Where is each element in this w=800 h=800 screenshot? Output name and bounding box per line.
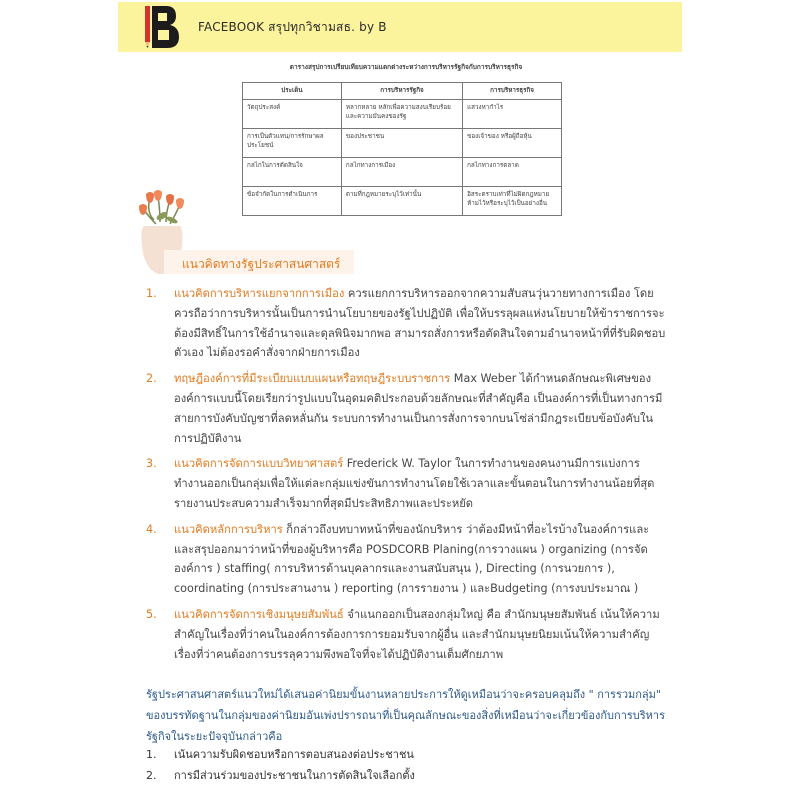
- list-item: [146, 765, 666, 786]
- table-cell: วัตถุประสงค์: [243, 100, 342, 129]
- list-item: [146, 520, 666, 599]
- table-cell: กลไกในการตัดสินใจ: [243, 158, 342, 187]
- list-item: [146, 744, 666, 765]
- table-cell: หลากหลาย หลักเพื่อความสงบเรียบร้อย และความมั่นคงของรัฐ: [341, 100, 462, 129]
- table-row: [243, 100, 562, 129]
- table-cell: แสวงหากำไร: [463, 100, 562, 129]
- item-keyword: แนวคิดการจัดการแบบวิทยาศาสตร์: [174, 457, 344, 471]
- item-text: เน้นความรับผิดชอบหรือการตอบสนองต่อประชาชน: [174, 748, 414, 761]
- item-number: 5.: [146, 607, 157, 621]
- item-number: 3.: [146, 457, 157, 471]
- table-cell: กลไกทางการตลาด: [463, 158, 562, 187]
- table-title: ตารางสรุปการเปรียบเทียบความแตกต่างระหว่างการบริหารรัฐกิจกับการบริหารธุรกิจ: [289, 63, 523, 71]
- item-text: การมีส่วนร่วมของประชาชนในการตัดสินใจเลือกตั้ง: [174, 769, 415, 782]
- item-text: Frederick W. Taylor ในการทำงานของคนงานมีการแบ่งการทำงานออกเป็นกลุ่มเพื่อให้แต่ละกลุ่มแข่งขันการทำงานโดยใช้เวลาและขั้นตอนในการทำงานน้อยที่สุดรายงานประสบความสำเร็จมากที่สุดมีประสิทธิภาพและประหยัด: [174, 457, 655, 510]
- list-item: [146, 605, 666, 664]
- table-row: [243, 129, 562, 158]
- list-item: [146, 454, 666, 513]
- item-number: 1.: [146, 287, 157, 300]
- table-cell: การเป็นตัวแทน/การรักษาผลประโยชน์: [243, 129, 342, 158]
- table-header: ประเด็น: [243, 83, 342, 100]
- table-row: [243, 158, 562, 187]
- table-header-row: [243, 83, 562, 100]
- table-cell: อิสระตราบเท่าที่ไม่ผิดกฎหมาย ห้ามไว้หรือระบุไว้เป็นอย่างอื่น: [463, 187, 562, 216]
- section-title: แนวคิดทางรัฐประศาสนศาสตร์: [182, 257, 341, 271]
- letter-b-pencil-logo-icon: [142, 4, 182, 50]
- table-header: การบริหารธุรกิจ: [463, 83, 562, 100]
- item-text: ควรแยกการบริหารออกจากความสับสนวุ่นวายทางการเมือง โดยควรถือว่าการบริหารนั้นเป็นการนำนโยบายของรัฐไปปฏิบัติ เพื่อให้บรรลุผลแห่งนโยบายให้ข้าราชการจะต้องมีสิทธิ์ในการใช้อำนาจและดุลพินิจมากพอ สามารถสั่งการหรือตัดสินใจตามอำนาจหน้าที่ที่รับผิดชอบตัวเอง ไม่ต้องรอคำสั่งจากฝ่ายการเมือง: [174, 287, 666, 360]
- list-item: [146, 284, 666, 363]
- list-item: [146, 369, 666, 448]
- table-cell: กลไกทางการเมือง: [341, 158, 462, 187]
- item-keyword: ทฤษฎีองค์การที่มีระเบียบแบบแผนหรือทฤษฎีระบบราชการ: [174, 372, 451, 386]
- item-text: ก็กล่าวถึงบทบาทหน้าที่ของนักบริหาร ว่าต้องมีหน้าที่อะไรบ้างในองค์การและและสรุปออกมาว่าหน้าที่ของผู้บริหารคือ POSDCORB Planing(การวางแผน ) organizing (การจัดองค์การ ) staffing( การบริหารด้านบุคลากรและงานสนับสนุน ), Directing (การนวยการ ), coordinating (การประสานงาน ) reporting (การรายงาน ) และBudgeting (การงบประมาณ ): [174, 522, 650, 596]
- table-cell: ข้อจำกัดในการดำเนินการ: [243, 187, 342, 216]
- item-number: 2.: [146, 769, 157, 782]
- item-text: Max Weber ได้กำหนดลักษณะพิเศษขององค์การแบบนี้โดยเรียกว่ารูปแบบในอุดมคติประกอบด้วยลักษณะที่สำคัญคือ เป็นองค์การที่เป็นทางการมีสายการบังคับบัญชาที่ลดหลั่นกัน ระบบการทำงานเป็นการสั่งการจากบนโซ่ล่ามีกฎระเบียบข้อบังคับในการปฏิบัติงาน: [174, 372, 663, 445]
- item-number: 2.: [146, 372, 157, 386]
- table-row: [243, 187, 562, 216]
- summary-list: [146, 744, 666, 786]
- table-cell: ตามที่กฎหมายระบุไว้เท่านั้น: [341, 187, 462, 216]
- item-number: 1.: [146, 748, 157, 761]
- comparison-table: [242, 82, 562, 216]
- table-cell: ของเจ้าของ หรือผู้ถือหุ้น: [463, 129, 562, 158]
- item-text: จำแนกออกเป็นสองกลุ่มใหญ่ คือ สำนักมนุษยสัมพันธ์ เน้นให้ความสำคัญในเรื่องที่ว่าคนในองค์การต้องการการยอมรับจากผู้อื่น และสำนักมนุษยนิยมเน้นให้ความสำคัญเรื่องที่ว่าคนต้องการบรรลุความพึงพอใจที่จะได้ปฏิบัติงานเต็มศักยภาพ: [174, 607, 660, 661]
- summary-paragraph: รัฐประศาสนศาสตร์แนวใหม่ได้เสนอค่านิยมขั้นงานหลายประการให้ดูเหมือนว่าจะครอบคลุมถึง " การรวมกลุ่ม" ของบรรทัดฐานในกลุ่มของค่านิยมอันเพ่งปรารถนาที่เป็นคุณลักษณะของสิ่งที่เหมือนว่าจะเกี่ยวข้องกับการบริหารรัฐกิจในระยะปัจจุบันกล่าวคือ: [146, 688, 666, 743]
- brand-title: FACEBOOK สรุปทุกวิชามสธ. by B: [198, 20, 387, 34]
- table-header: การบริหารรัฐกิจ: [341, 83, 462, 100]
- item-keyword: แนวคิดหลักการบริหาร: [174, 522, 283, 536]
- concept-list: [146, 284, 666, 670]
- item-keyword: แนวคิดการบริหารแยกจากการเมือง: [174, 287, 345, 300]
- table-cell: ของประชาชน: [341, 129, 462, 158]
- item-keyword: แนวคิดการจัดการเชิงมนุษยสัมพันธ์: [174, 607, 344, 621]
- item-number: 4.: [146, 522, 157, 536]
